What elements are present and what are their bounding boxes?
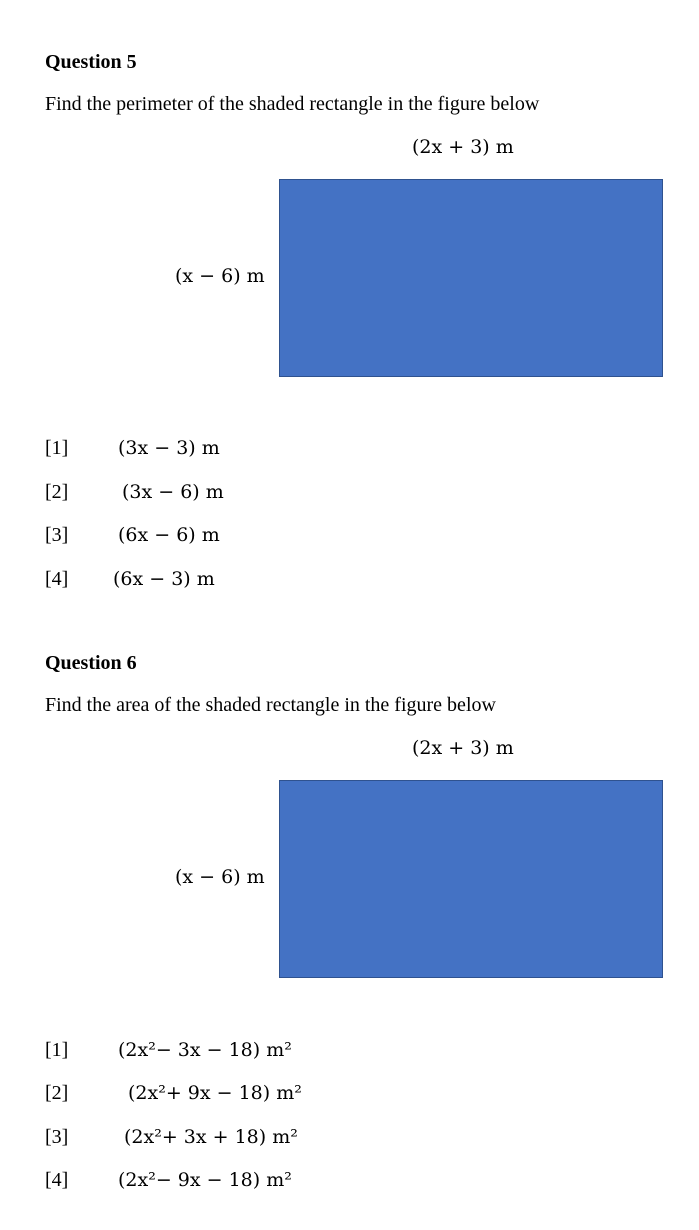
option-number: [1] — [45, 1039, 69, 1061]
option-expression: (2x²+ 3x + 18) m² — [124, 1126, 298, 1148]
question-5-prompt: Find the perimeter of the shaded rectangle in the figure below — [45, 93, 540, 115]
question-6-shaded-rectangle — [279, 780, 663, 978]
question-6-side-label: (x − 6) m — [175, 866, 265, 888]
option-number: [4] — [45, 1169, 69, 1191]
option-number: [2] — [45, 481, 69, 503]
question-6-title: Question 6 — [45, 652, 137, 674]
option-number: [3] — [45, 1126, 69, 1148]
question-5-title: Question 5 — [45, 51, 137, 73]
option-number: [3] — [45, 524, 69, 546]
option-number: [2] — [45, 1082, 69, 1104]
question-6-prompt: Find the area of the shaded rectangle in the figure below — [45, 694, 496, 716]
option-expression: (2x²− 3x − 18) m² — [118, 1039, 292, 1061]
question-6-top-label: (2x + 3) m — [412, 737, 514, 759]
option-expression: (3x − 3) m — [118, 437, 220, 459]
option-expression: (2x²− 9x − 18) m² — [118, 1169, 292, 1191]
option-expression: (2x²+ 9x − 18) m² — [128, 1082, 302, 1104]
question-5-shaded-rectangle — [279, 179, 663, 377]
option-number: [1] — [45, 437, 69, 459]
question-5-top-label: (2x + 3) m — [412, 136, 514, 158]
option-expression: (6x − 3) m — [113, 568, 215, 590]
option-expression: (6x − 6) m — [118, 524, 220, 546]
option-expression: (3x − 6) m — [122, 481, 224, 503]
option-number: [4] — [45, 568, 69, 590]
question-5-side-label: (x − 6) m — [175, 265, 265, 287]
